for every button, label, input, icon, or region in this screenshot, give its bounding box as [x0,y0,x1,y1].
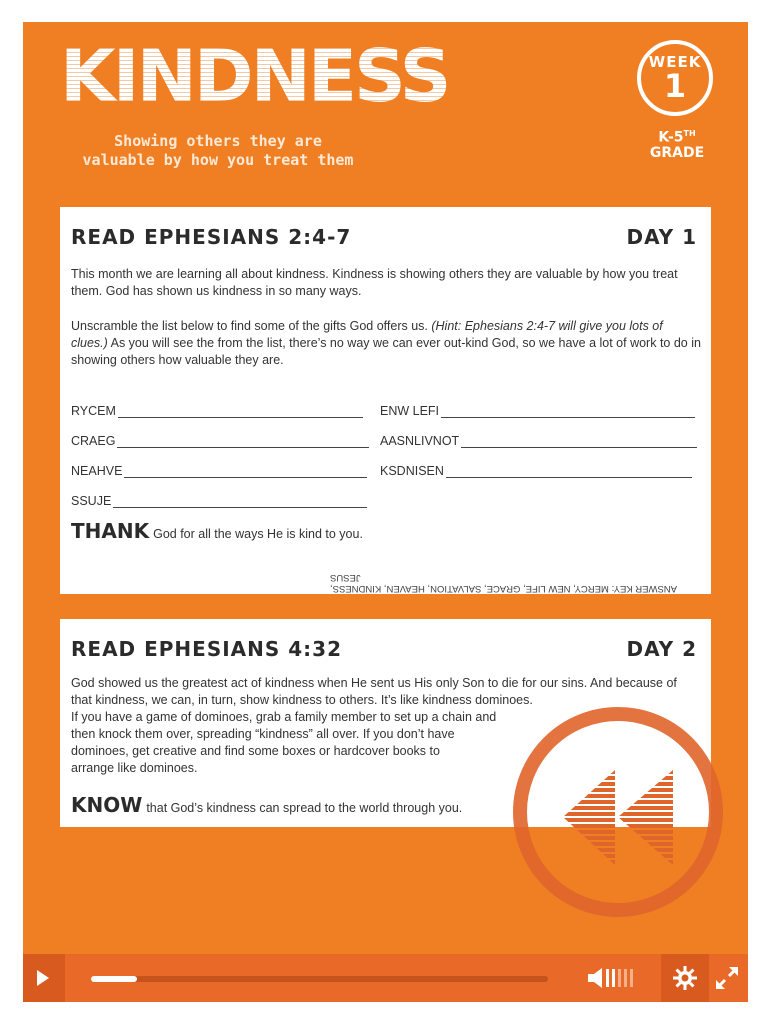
expand-icon[interactable] [715,966,739,990]
scramble-word: CRAEG [71,434,116,448]
day2-para2-line: then knock them over, spreading “kindness” all over. If you don’t have [71,727,455,741]
settings-button[interactable] [661,954,709,1002]
progress-fill [91,976,137,982]
media-controls [23,954,748,1002]
scramble-item[interactable] [380,434,697,448]
day1-heading: READ EPHESIANS 2:4-7 [71,225,352,249]
answer-line[interactable] [117,435,369,448]
thank-line [71,519,363,543]
thank-text: God for all the ways He is kind to you. [153,527,363,541]
day1-label: DAY 1 [626,225,697,249]
scramble-item[interactable] [71,434,369,448]
scramble-item[interactable] [71,494,367,508]
grade-word: GRADE [649,144,705,161]
rewind-icon [563,770,673,865]
day2-para2-line: If you have a game of dominoes, grab a family member to set up a chain and [71,710,497,724]
answer-line[interactable] [461,435,697,448]
thank-word: THANK [71,519,150,543]
grade-suffix: TH [683,129,696,138]
day2-heading: READ EPHESIANS 4:32 [71,637,343,661]
day1-paragraph-2 [71,318,701,369]
week-label: WEEK [648,53,702,71]
subtitle-line-1: Showing others they are [114,132,322,150]
answer-line[interactable] [124,465,367,478]
gear-icon [673,966,697,990]
scramble-word: NEAHVE [71,464,123,478]
progress-track[interactable] [91,976,548,982]
day1-card [60,207,711,594]
day1-paragraph-1: This month we are learning all about kindness. Kindness is showing others they are valuable by how you treat them. God has shown us kindness in so many ways. [71,267,678,298]
play-button[interactable] [23,954,65,1002]
scramble-word: SSUJE [71,494,112,508]
scramble-item[interactable] [71,404,363,418]
scramble-word: RYCEM [71,404,116,418]
day2-paragraph-1: God showed us the greatest act of kindness when He sent us His only Son to die for our sins. And because of that kindness, we can, in turn, show kindness to others. It’s like kindness dominoes. [71,676,677,707]
day1-para2-start: Unscramble the list below to find some of the gifts God offers us. [71,319,432,333]
worksheet-page [23,22,748,1002]
day2-para2-line: dominoes, get creative and find some boxes or hardcover books to [71,744,440,758]
scramble-word: AASNLIVNOT [380,434,460,448]
scramble-word: ENW LEFI [380,404,440,418]
day1-para2-hint: (Hint: Ephesians 2:4-7 will give you lots of clues.) [71,319,663,350]
answer-line[interactable] [446,465,692,478]
know-text: that God’s kindness can spread to the world through you. [146,801,463,815]
answer-line[interactable] [118,405,363,418]
rewind-arrow-right [618,770,673,865]
volume-icon[interactable] [588,966,640,990]
play-icon [35,969,51,987]
scramble-item[interactable] [380,464,692,478]
page-title: KINDNESS [60,34,449,118]
grade-range: K-5 [658,129,684,146]
week-number: 1 [663,67,687,105]
rewind-arrow-left [563,770,615,865]
week-badge [637,40,713,116]
day1-para2-end: As you will see the from the list, there’s no way we can ever out-kind God, so we have a lot of work to do in showing others how valuable they are. [71,336,701,367]
know-line [71,793,462,817]
subtitle-line-2: valuable by how you treat them [82,151,354,169]
grade-label [639,126,715,161]
answer-line[interactable] [113,495,367,508]
page-subtitle [63,132,373,170]
scramble-item[interactable] [380,404,695,418]
scramble-item[interactable] [71,464,367,478]
know-word: KNOW [71,793,143,817]
answer-key: ANSWER KEY: MERCY, NEW LIFE, GRACE, SALVATION, HEAVEN, KINDNESS, JESUS [330,572,678,594]
day2-para2-line: arrange like dominoes. [71,761,198,775]
day2-label: DAY 2 [626,637,697,661]
answer-line[interactable] [441,405,695,418]
scramble-word: KSDNISEN [380,464,444,478]
